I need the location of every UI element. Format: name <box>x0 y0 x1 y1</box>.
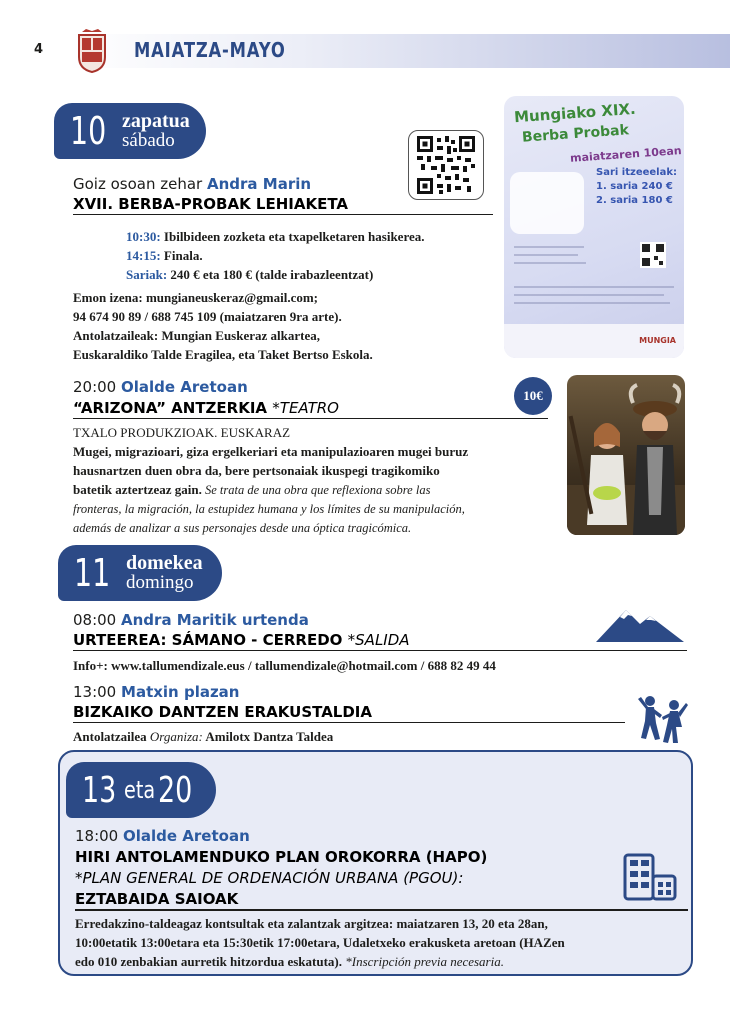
event-title-line1: HIRI ANTOLAMENDUKO PLAN OROKORRA (HAPO) <box>75 848 488 866</box>
desc-line: hausnartzen duen obra da, bere pertsonaiak ikuspegi tragikomiko <box>73 463 440 478</box>
event-time <box>73 378 248 396</box>
event-title <box>75 847 487 910</box>
poster-prize2: 2. saria 180 € <box>596 195 673 206</box>
schedule-label: 14:15: <box>126 248 161 263</box>
info-line: Emon izena: mungianeuskeraz@gmail.com; <box>73 290 318 305</box>
date-conj: eta <box>124 776 156 804</box>
poster-qr-icon <box>640 242 666 268</box>
info-line: Euskaraldiko Talde Eragilea, eta Taket Bertso Eskola. <box>73 347 373 362</box>
poster-text-line <box>514 286 674 288</box>
title-underline <box>75 909 688 911</box>
date-days <box>126 554 203 592</box>
schedule-text: Finala. <box>160 248 203 263</box>
event-description <box>73 423 555 538</box>
event-title-es: *SALIDA <box>347 631 410 649</box>
event-place: Olalde Aretoan <box>121 378 248 396</box>
schedule-row <box>126 246 425 265</box>
event-time-text: Goiz osoan zehar <box>73 175 203 193</box>
info-line: 94 674 90 89 / 688 745 109 (maiatzaren 9ra arte). <box>73 309 342 324</box>
dancers-icon <box>636 693 688 747</box>
event-description <box>75 914 565 971</box>
month-title: MAIATZA-MAYO <box>134 38 286 62</box>
event-title-line3: EZTABAIDA SAIOAK <box>75 890 239 908</box>
qr-code-graphic <box>417 136 475 194</box>
date-badge-11 <box>58 545 222 601</box>
schedule-row <box>126 265 425 284</box>
desc-es-line: fronteras, la migración, la estupidez humana y los límites de su manipulación, <box>73 502 465 516</box>
event-place: Matxin plazan <box>121 683 240 701</box>
arizona-play-photo <box>567 375 685 535</box>
org-name: Amilotx Dantza Taldea <box>202 729 334 744</box>
event-place: Olalde Aretoan <box>123 827 250 845</box>
company-line: TXALO PRODUKZIOAK. EUSKARAZ <box>73 425 291 440</box>
poster-line1: Mungiako XIX. <box>513 99 637 127</box>
poster-footer <box>504 324 684 358</box>
schedule-label: 10:30: <box>126 229 161 244</box>
event-info <box>73 288 373 364</box>
poster-text-line <box>514 246 584 248</box>
day-name-eu: zapatua <box>122 110 190 132</box>
event-title-es: *TEATRO <box>272 399 339 417</box>
event-time <box>75 827 250 845</box>
date-badge-13-20 <box>66 762 216 818</box>
event-title <box>73 195 493 215</box>
desc-es-line: además de analizar a sus personajes desde una óptica tragicómica. <box>73 521 412 535</box>
desc-line: Erredakzino-taldeagaz kontsultak eta zalantzak argitzea: maiatzaren 13, 20 eta 28an, <box>75 916 548 931</box>
poster-line3: maiatzaren 10ean <box>569 144 683 165</box>
poster-text-line <box>514 294 664 296</box>
event-organizer <box>73 727 333 746</box>
schedule-text: 240 € eta 180 € (talde irabazleentzat) <box>167 267 374 282</box>
poster-text-line <box>514 262 586 264</box>
desc-line: Mugei, migrazioari, giza ergelkeriari eta manipulazioaren mugei buruz <box>73 444 469 459</box>
event-title-text: XVII. BERBA-PROBAK LEHIAKETA <box>73 195 349 213</box>
desc-line: 10:00etatik 13:00etara eta 15:30etik 17:00etara, Udaletxeko erakusketa aretoan (HAZen <box>75 935 565 950</box>
info-line: Antolatzaileak: Mungian Euskeraz alkartea, <box>73 328 320 343</box>
berba-probak-poster <box>504 96 684 358</box>
qr-code-icon <box>408 130 484 200</box>
poster-line2: Berba Probak <box>521 122 630 146</box>
event-place: Andra Marin <box>207 175 312 193</box>
date-number: 11 <box>74 551 111 595</box>
schedule-row <box>126 227 425 246</box>
event-title <box>73 631 687 651</box>
org-label-es: Organiza: <box>149 729 203 744</box>
poster-prize1: 1. saria 240 € <box>596 181 673 192</box>
poster-logo: MUNGIA <box>639 336 676 345</box>
event-title-text: BIZKAIKO DANTZEN ERAKUSTALDIA <box>73 703 372 721</box>
date-badge-10 <box>54 103 206 159</box>
desc-eu-tail: batetik aztertzeaz gain. <box>73 482 202 497</box>
day-name-es: domingo <box>126 572 194 593</box>
event-time-text: 08:00 <box>73 611 117 629</box>
desc-last: edo 010 zenbakian aurretik hitzordua eskatuta). <box>75 954 342 969</box>
mountain-icon <box>596 604 684 642</box>
buildings-icon <box>622 852 678 902</box>
event-time-text: 13:00 <box>73 683 117 701</box>
desc-line <box>75 952 565 971</box>
date-number: 13 <box>82 769 117 811</box>
poster-text-line <box>514 254 578 256</box>
event-info: Info+: www.tallumendizale.eus / tallumendizale@hotmail.com / 688 82 49 44 <box>73 658 496 673</box>
poster-prizes <box>596 166 677 208</box>
day-name-es: sábado <box>122 130 175 151</box>
event-time-text: 20:00 <box>73 378 117 396</box>
day-name-eu: domekea <box>126 552 203 574</box>
event-schedule <box>126 227 425 284</box>
poster-text-line <box>514 302 670 304</box>
event-time <box>73 611 309 629</box>
org-label: Antolatzailea <box>73 729 147 744</box>
date-number2: 20 <box>158 769 193 811</box>
desc-es-head: Se trata de una obra que reflexiona sobre las <box>201 483 431 497</box>
poster-prizes-title: Sari itzeeelak: <box>596 167 677 178</box>
event-time-text: 18:00 <box>75 827 119 845</box>
schedule-text: Ibilbideen zozketa eta txapelketaren hasikerea. <box>160 229 425 244</box>
municipal-crest-icon <box>76 29 108 73</box>
actors-illustration <box>567 375 685 535</box>
date-number: 10 <box>70 109 107 153</box>
poster-speech-bubble <box>510 172 584 234</box>
event-time <box>73 683 240 701</box>
event-title <box>73 399 548 419</box>
event-place: Andra Maritik urtenda <box>121 611 309 629</box>
event-time <box>73 175 311 193</box>
page-number: 4 <box>34 42 44 57</box>
date-days <box>122 112 190 150</box>
event-title-line2: *PLAN GENERAL DE ORDENACIÓN URBANA (PGOU): <box>75 869 464 887</box>
price-badge: 10€ <box>514 377 552 415</box>
desc-line <box>73 480 555 500</box>
event-title-text: “ARIZONA” ANTZERKIA <box>73 399 268 417</box>
desc-es: *Inscripción previa necesaria. <box>342 954 504 969</box>
event-title <box>73 703 625 723</box>
event-title-text: URTEEREA: SÁMANO - CERREDO <box>73 631 343 649</box>
schedule-label: Sariak: <box>126 267 168 282</box>
